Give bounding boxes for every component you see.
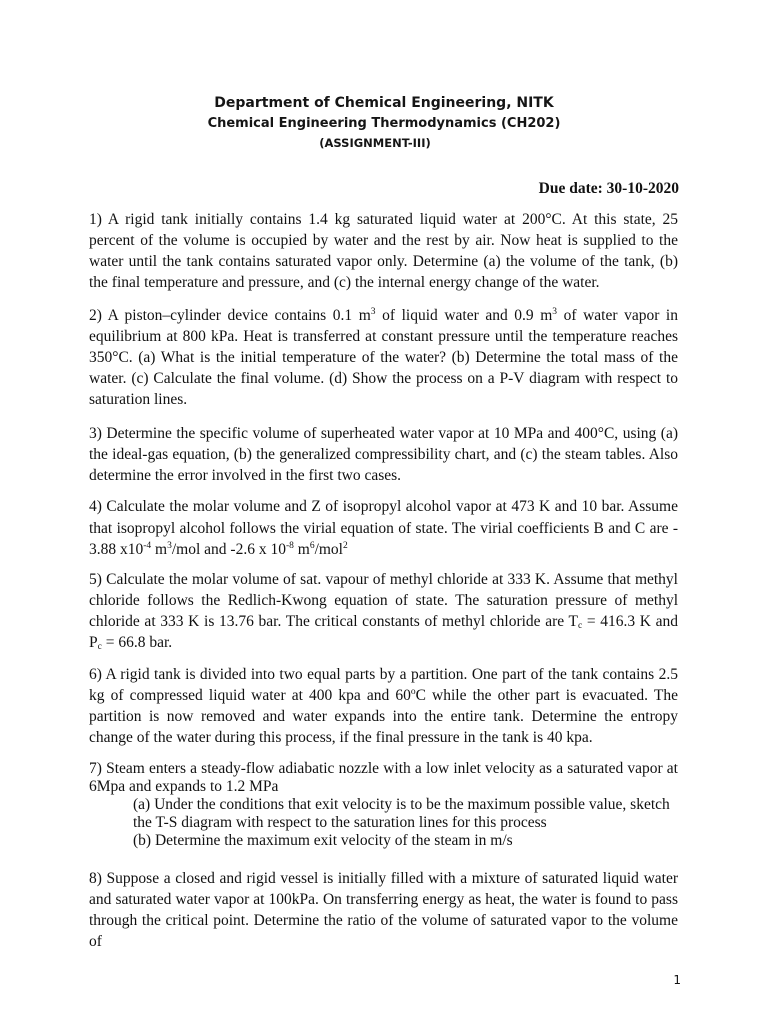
assignment-label: (ASSIGNMENT-III)	[319, 136, 431, 150]
question-3: 3) Determine the specific volume of superheated water vapor at 10 MPa and 400°C, using (a) the ideal-gas equation, (b) the generalized compressibility chart, and (c) the steam tables. Also determine the error involved in the first two cases.	[89, 425, 678, 484]
question-4: 4) Calculate the molar volume and Z of isopropyl alcohol vapor at 473 K and 10 bar. Assume that isopropyl alcohol follows the virial equation of state. The virial coefficients B and C are - 3.88 $x10^{-4}$ $m^3$/mol and -2.6 x $10^{-8}$ $m^6/mol^2$	[89, 498, 678, 558]
question-8: 8) Suppose a closed and rigid vessel is initially filled with a mixture of saturated liquid water and saturated water vapor at 100kPa. On transferring energy as heat, the water is found to pass through the critical point. Determine the ratio of the volume of saturated vapor to the volume of	[89, 870, 678, 950]
due-date: Due date: 30-10-2020	[538, 180, 679, 197]
question-5: 5) Calculate the molar volume of sat. vapour of methyl chloride at 333 K. Assume that methyl chloride follows the Redlich-Kwong equation of state. The saturation pressure of methyl chloride at 333 K is 13.76 bar. The critical constants of methyl chloride are $T_c = 416.3$ K and $P_c = 66.8$ bar.	[89, 571, 678, 652]
question-7-part-b: (b) Determine the maximum exit velocity of the steam in m/s	[133, 832, 513, 849]
question-1: 1) A rigid tank initially contains 1.4 kg saturated liquid water at 200°C. At this state, 25 percent of the volume is occupied by water and the rest by air. Now heat is supplied to the water until the tank contains saturated vapor only. Determine (a) the volume of the tank, (b) the final temperature and pressure, and (c) the internal energy change of the water.	[89, 211, 678, 291]
question-7	[89, 760, 678, 850]
department-heading: Department of Chemical Engineering, NITK	[214, 95, 554, 111]
question-2: 2) A piston–cylinder device contains 0.1 $m^3$ of liquid water and 0.9 $m^3$ of water vapor in equilibrium at 800 kPa. Heat is transferred at constant pressure until the temperature reaches 350°C. (a) What is the initial temperature of the water? (b) Determine the total mass of the water. (c) Calculate the final volume. (d) Show the process on a P-V diagram with respect to saturation lines.	[89, 307, 678, 408]
question-7-intro: 7) Steam enters a steady-flow adiabatic nozzle with a low inlet velocity as a saturated vapor at 6Mpa and expands to 1.2 MPa	[89, 760, 678, 795]
page-number: 1	[673, 973, 681, 987]
question-7-part-a: (a) Under the conditions that exit velocity is to be the maximum possible value, sketch the T-S diagram with respect to the saturation lines for this process	[133, 796, 670, 831]
question-6: 6) A rigid tank is divided into two equal parts by a partition. One part of the tank contains 2.5 kg of compressed liquid water at 400 kpa and 60$^o$C while the other part is evacuated. The partition is now removed and water expands into the entire tank. Determine the entropy change of the water during this process, if the final pressure in the tank is 40 kpa.	[89, 666, 678, 746]
course-title: Chemical Engineering Thermodynamics (CH202)	[207, 116, 561, 131]
